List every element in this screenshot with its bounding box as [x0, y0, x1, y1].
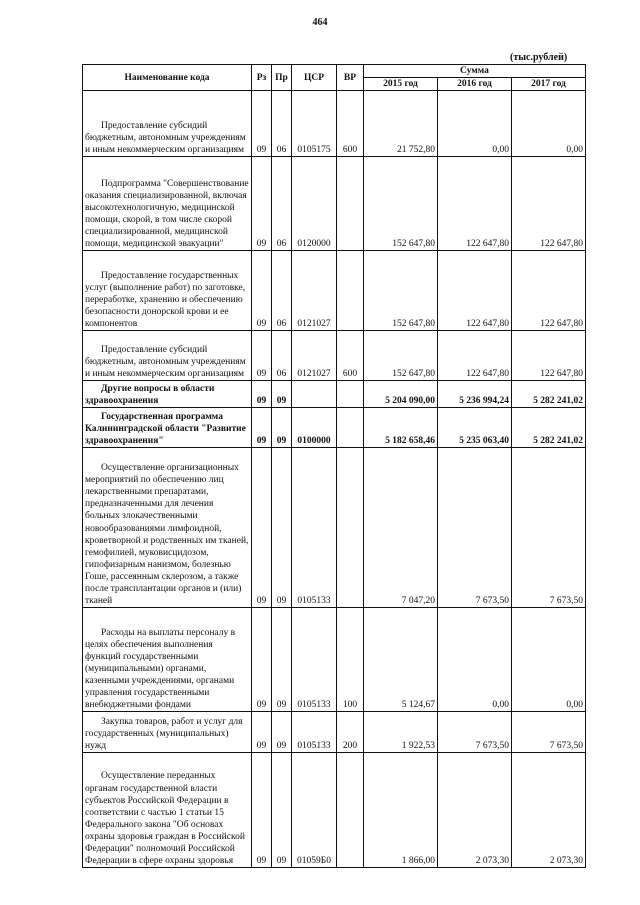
row-2016: 5 236 994,24: [438, 381, 512, 408]
header-2016: 2016 год: [438, 78, 512, 91]
row-pr: 06: [272, 91, 292, 157]
row-2017: 122 647,80: [512, 331, 586, 381]
row-2015: 152 647,80: [364, 331, 438, 381]
row-name: Закупка товаров, работ и услуг для государственных (муниципальных) нужд: [83, 712, 252, 753]
row-vr: 200: [337, 712, 364, 753]
row-vr: 600: [337, 91, 364, 157]
row-2016: 7 673,50: [438, 712, 512, 753]
table-row: [83, 251, 586, 331]
row-csr: 0105175: [292, 91, 337, 157]
row-rz: 09: [252, 331, 272, 381]
row-2016: 7 673,50: [438, 448, 512, 608]
row-rz: 09: [252, 712, 272, 753]
row-rz: 09: [252, 381, 272, 408]
row-pr: 09: [272, 608, 292, 712]
row-csr: [292, 381, 337, 408]
row-rz: 09: [252, 157, 272, 251]
row-vr: [337, 381, 364, 408]
table-row: [83, 608, 586, 712]
row-name: Подпрограмма "Совершенствование оказания специализированной, включая высокотехнологичную, медицинской помощи, скорой, в том числе скорой специализированной, медицинской помощи, медицинской эвакуации": [83, 157, 252, 251]
row-2015: 152 647,80: [364, 157, 438, 251]
row-2015: 152 647,80: [364, 251, 438, 331]
row-pr: 09: [272, 381, 292, 408]
table-row: [83, 381, 586, 408]
row-2015: 1 922,53: [364, 712, 438, 753]
row-2015: 5 182 658,46: [364, 408, 438, 448]
row-2017: 7 673,50: [512, 712, 586, 753]
row-2015: 21 752,80: [364, 91, 438, 157]
header-sum: Сумма: [364, 65, 586, 78]
row-name: Предоставление государственных услуг (выполнение работ) по заготовке, переработке, хранению и обеспечению безопасности донорской крови и ее компонентов: [83, 251, 252, 331]
table-row: [83, 157, 586, 251]
row-2017: 122 647,80: [512, 251, 586, 331]
row-pr: 09: [272, 448, 292, 608]
page-number: 464: [312, 17, 328, 28]
header-2017: 2017 год: [512, 78, 586, 91]
row-vr: [337, 753, 364, 868]
row-2016: 5 235 063,40: [438, 408, 512, 448]
row-2016: 122 647,80: [438, 331, 512, 381]
row-csr: 01059Б0: [292, 753, 337, 868]
row-2017: 122 647,80: [512, 157, 586, 251]
row-name: Осуществление организационных мероприятий по обеспечению лиц лекарственными препаратами, предназначенными для лечения больных злокачественными новообразованиями лимфоидной, кроветворной и родственных им тканей, гемофилией, муковисцидозом, гипофизарным нанизмом, болезнью Гоше, рассеянным склерозом, а также после трансплантации органов и (или) тканей: [83, 448, 252, 608]
budget-table: [82, 64, 586, 868]
table-row: [83, 91, 586, 157]
row-name: Государственная программа Калининградской области "Развитие здравоохранения": [83, 408, 252, 448]
row-2016: 0,00: [438, 91, 512, 157]
row-vr: [337, 408, 364, 448]
header-2015: 2015 год: [364, 78, 438, 91]
row-csr: 0121027: [292, 251, 337, 331]
row-rz: 09: [252, 91, 272, 157]
row-2015: 1 866,00: [364, 753, 438, 868]
row-vr: 600: [337, 331, 364, 381]
table-row: [83, 408, 586, 448]
row-vr: [337, 157, 364, 251]
row-2017: 0,00: [512, 91, 586, 157]
row-name: Расходы на выплаты персоналу в целях обеспечения выполнения функций государственными (муниципальными) органами, казенными учреждениями, органами управления государственными внебюджетными фондами: [83, 608, 252, 712]
row-2016: 122 647,80: [438, 251, 512, 331]
row-2017: 2 073,30: [512, 753, 586, 868]
header-vr: ВР: [337, 65, 364, 91]
row-pr: 06: [272, 251, 292, 331]
row-name: Другие вопросы в области здравоохранения: [83, 381, 252, 408]
row-vr: [337, 448, 364, 608]
row-vr: 100: [337, 608, 364, 712]
row-vr: [337, 251, 364, 331]
row-2016: 2 073,30: [438, 753, 512, 868]
row-2016: 122 647,80: [438, 157, 512, 251]
row-name: Предоставление субсидий бюджетным, автономным учреждениям и иным некоммерческим организациям: [83, 91, 252, 157]
row-rz: 09: [252, 408, 272, 448]
table-row: [83, 448, 586, 608]
row-name: Предоставление субсидий бюджетным, автономным учреждениям и иным некоммерческим организациям: [83, 331, 252, 381]
row-pr: 06: [272, 331, 292, 381]
row-name: Осуществление переданных органам государственной власти субъектов Российской Федерации в соответствии с частью 1 статьи 15 Федерального закона "Об основах охраны здоровья граждан в Российской Федерации" полномочий Российской Федерации в сфере охраны здоровья: [83, 753, 252, 868]
row-csr: 0120000: [292, 157, 337, 251]
row-rz: 09: [252, 753, 272, 868]
row-rz: 09: [252, 448, 272, 608]
row-2015: 5 124,67: [364, 608, 438, 712]
row-2017: 0,00: [512, 608, 586, 712]
header-csr: ЦСР: [292, 65, 337, 91]
row-2017: 5 282 241,02: [512, 408, 586, 448]
row-pr: 09: [272, 753, 292, 868]
row-2015: 5 204 090,00: [364, 381, 438, 408]
row-2016: 0,00: [438, 608, 512, 712]
row-2015: 7 047,20: [364, 448, 438, 608]
row-csr: 0105133: [292, 448, 337, 608]
table-row: [83, 753, 586, 868]
header-pr: Пр: [272, 65, 292, 91]
row-csr: 0100000: [292, 408, 337, 448]
row-csr: 0105133: [292, 712, 337, 753]
table-row: [83, 331, 586, 381]
row-rz: 09: [252, 608, 272, 712]
row-rz: 09: [252, 251, 272, 331]
row-csr: 0105133: [292, 608, 337, 712]
units-label: (тыс.рублей): [510, 52, 568, 63]
row-pr: 09: [272, 408, 292, 448]
row-2017: 7 673,50: [512, 448, 586, 608]
row-pr: 09: [272, 712, 292, 753]
row-2017: 5 282 241,02: [512, 381, 586, 408]
table-row: [83, 712, 586, 753]
row-pr: 06: [272, 157, 292, 251]
row-csr: 0121027: [292, 331, 337, 381]
header-name: Наименование кода: [83, 65, 252, 91]
header-rz: Рз: [252, 65, 272, 91]
